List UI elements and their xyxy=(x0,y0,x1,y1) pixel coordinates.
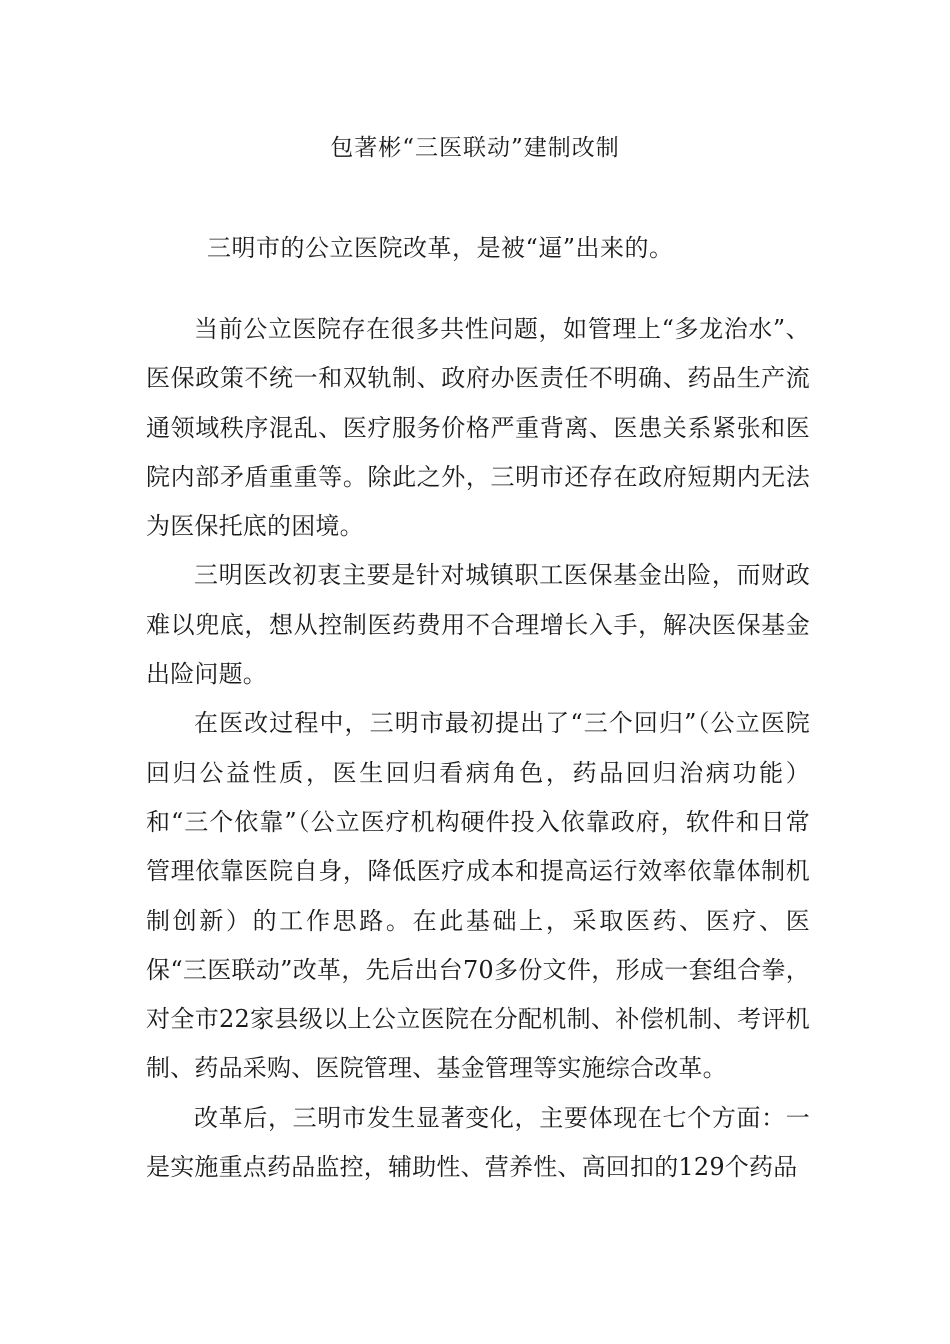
lead-sentence: 三明市的公立医院改革，是被“逼”出来的。 xyxy=(207,234,674,262)
paragraph: 改革后，三明市发生显著变化，主要体现在七个方面：一是实施重点药品监控，辅助性、营养性、高回扣的129个药品 xyxy=(146,1103,810,1182)
paragraph: 当前公立医院存在很多共性问题，如管理上“多龙治水”、医保政策不统一和双轨制、政府办医责任不明确、药品生产流通领域秩序混乱、医疗服务价格严重背离、医患关系紧张和医院内部矛盾重重等。除此之外，三明市还存在政府短期内无法为医保托底的困境。 xyxy=(146,315,810,541)
paragraph: 在医改过程中，三明市最初提出了“三个回归”（公立医院回归公益性质，医生回归看病角色，药品回归治病功能）和“三个依靠”（公立医疗机构硬件投入依靠政府，软件和日常管理依靠医院自身，降低医疗成本和提高运行效率依靠体制机制创新）的工作思路。在此基础上，采取医药、医疗、医保“三医联动”改革，先后出台70多份文件，形成一套组合拳，对全市22家县级以上公立医院在分配机制、补偿机制、考评机制、药品采购、医院管理、基金管理等实施综合改革。 xyxy=(146,709,810,1083)
document-title: 包著彬“三医联动”建制改制 xyxy=(330,135,620,161)
paragraph: 三明医改初衷主要是针对城镇职工医保基金出险，而财政难以兜底，想从控制医药费用不合理增长入手，解决医保基金出险问题。 xyxy=(146,561,810,689)
document-body xyxy=(146,305,810,1192)
